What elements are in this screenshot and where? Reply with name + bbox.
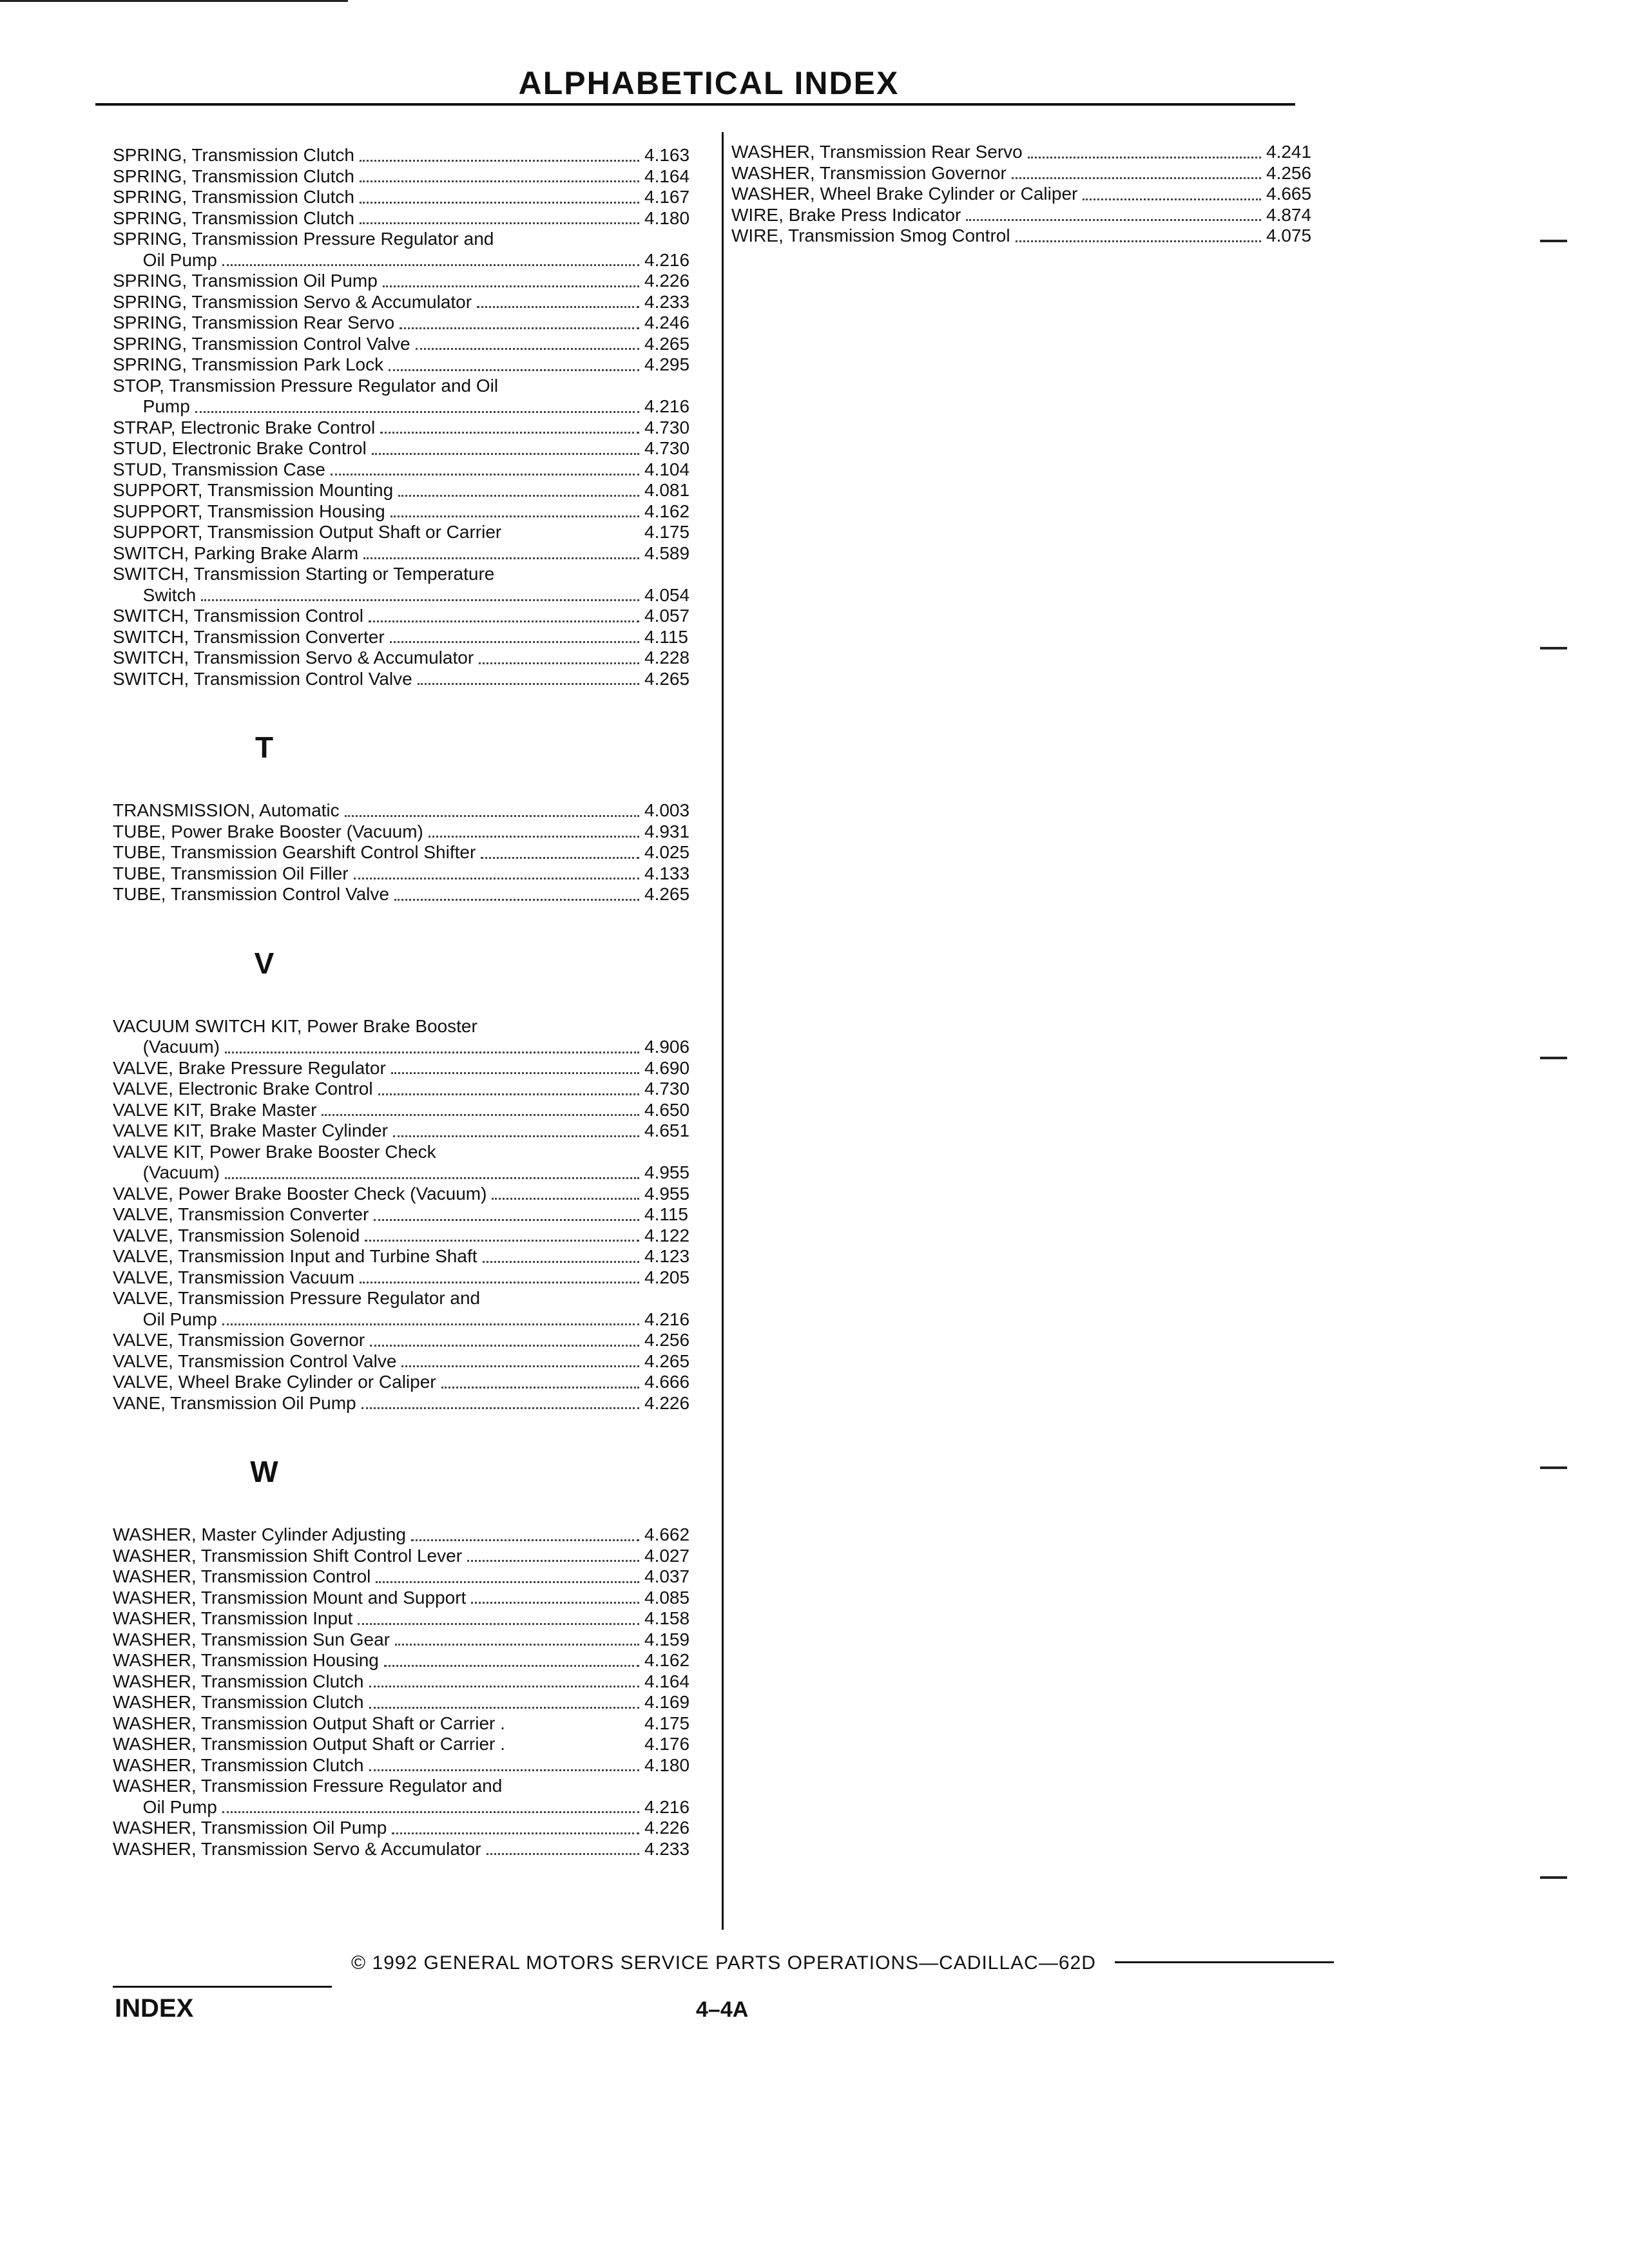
entry-page-number: 4.180 xyxy=(644,1754,690,1775)
index-entry xyxy=(113,1629,715,1651)
entry-page-number: 4.216 xyxy=(644,249,690,270)
dot-leader xyxy=(483,1254,640,1263)
entry-text: WASHER, Transmission Clutch xyxy=(113,1754,364,1775)
entry-text: VALVE, Brake Pressure Regulator xyxy=(113,1057,386,1078)
entry-text: VALVE, Transmission Pressure Regulator and xyxy=(113,1288,481,1308)
entry-page-number: 4.081 xyxy=(644,480,690,500)
dot-leader xyxy=(479,656,639,664)
margin-mark xyxy=(1540,1057,1567,1059)
entry-text: TUBE, Transmission Oil Filler xyxy=(113,863,349,883)
dot-leader xyxy=(1028,150,1261,159)
entry-text: WASHER, Transmission Housing xyxy=(113,1650,379,1670)
index-entry xyxy=(113,1734,715,1755)
page-number: 4–4A xyxy=(696,1997,749,2022)
index-entry xyxy=(731,205,1324,226)
index-entry xyxy=(113,312,715,334)
entry-text: WASHER, Transmission Mount and Support xyxy=(113,1587,467,1608)
index-entry xyxy=(113,863,715,885)
footer-rule-left xyxy=(113,1986,332,1988)
dot-leader xyxy=(380,425,639,434)
index-entry xyxy=(113,1755,715,1776)
dot-leader xyxy=(201,593,639,601)
entry-page-number: 4.233 xyxy=(644,1838,690,1859)
dot-leader xyxy=(393,1129,639,1137)
index-entry xyxy=(113,1818,715,1839)
dot-leader xyxy=(360,216,639,224)
index-entry xyxy=(113,1650,715,1671)
dot-leader xyxy=(395,1637,639,1646)
index-entry xyxy=(113,585,715,606)
entry-text: SUPPORT, Transmission Housing xyxy=(113,501,385,521)
entry-text: SPRING, Transmission Servo & Accumulator xyxy=(113,291,472,312)
index-entry xyxy=(113,480,715,501)
entry-text: SPRING, Transmission Clutch xyxy=(113,145,354,165)
dot-leader xyxy=(418,677,639,685)
entry-text: SWITCH, Transmission Starting or Temperature xyxy=(113,564,495,584)
entry-page-number: 4.730 xyxy=(644,438,690,458)
entry-text: Oil Pump xyxy=(113,249,217,270)
section-letter: W xyxy=(250,1455,278,1488)
index-entry xyxy=(113,1225,715,1247)
entry-text: WASHER, Transmission Clutch xyxy=(113,1692,364,1712)
entry-page-number: 4.115 xyxy=(644,626,688,647)
margin-mark xyxy=(1540,240,1567,242)
entry-text: SPRING, Transmission Park Lock xyxy=(113,354,384,374)
index-entry xyxy=(113,1372,715,1393)
dot-leader xyxy=(384,1658,639,1667)
entry-text: SWITCH, Transmission Converter xyxy=(113,626,385,647)
entry-page-number: 4.216 xyxy=(644,1309,690,1329)
entry-page-number: 4.931 xyxy=(644,821,690,841)
entry-text: VALVE, Transmission Solenoid xyxy=(113,1225,360,1245)
index-entry-line xyxy=(113,376,715,397)
index-entry xyxy=(113,271,715,292)
index-entry-line xyxy=(113,1016,715,1037)
dot-leader xyxy=(369,1679,640,1687)
dot-leader xyxy=(360,174,639,182)
entry-page-number: 4.256 xyxy=(644,1330,690,1350)
index-entry xyxy=(113,1184,715,1205)
entry-text: SWITCH, Parking Brake Alarm xyxy=(113,543,359,563)
dot-leader xyxy=(365,1233,639,1242)
index-entry xyxy=(113,1120,715,1142)
index-entry xyxy=(113,1162,715,1184)
dot-leader xyxy=(370,1338,639,1347)
entry-text: SPRING, Transmission Pressure Regulator and xyxy=(113,229,494,249)
dot-leader xyxy=(390,509,639,517)
entry-text: WASHER, Transmission Governor xyxy=(731,162,1007,183)
entry-text: WASHER, Wheel Brake Cylinder or Caliper xyxy=(731,184,1078,204)
dot-leader xyxy=(400,321,639,329)
index-entry xyxy=(113,459,715,481)
index-entry xyxy=(113,800,715,822)
index-entry xyxy=(113,250,715,271)
dot-leader xyxy=(363,551,639,559)
entry-text: STUD, Electronic Brake Control xyxy=(113,438,367,458)
dot-leader xyxy=(1016,234,1261,242)
entry-page-number: 4.175 xyxy=(644,522,690,542)
dot-leader xyxy=(222,1317,639,1325)
index-entry xyxy=(113,1246,715,1267)
entry-page-number: 4.054 xyxy=(644,584,690,605)
entry-text: VANE, Transmission Oil Pump xyxy=(113,1392,356,1413)
dot-leader xyxy=(391,1066,639,1074)
margin-mark xyxy=(1540,1876,1567,1879)
entry-page-number: 4.233 xyxy=(644,291,690,312)
index-entry xyxy=(113,145,715,166)
entry-text: Pump xyxy=(113,396,190,416)
dot-leader xyxy=(222,1805,639,1813)
entry-page-number: 4.651 xyxy=(644,1120,690,1140)
entry-page-number: 4.164 xyxy=(644,1671,690,1691)
dot-leader xyxy=(401,1359,639,1367)
index-left-column xyxy=(113,145,715,1860)
entry-page-number: 4.162 xyxy=(644,501,690,521)
entry-page-number: 4.256 xyxy=(1266,162,1312,183)
entry-page-number: 4.037 xyxy=(644,1566,690,1586)
entry-page-number: 4.228 xyxy=(644,648,690,668)
title-underline xyxy=(95,103,1295,106)
dot-leader xyxy=(390,635,639,643)
copyright-notice: © 1992 GENERAL MOTORS SERVICE PARTS OPERATIONS—CADILLAC—62D xyxy=(351,1952,1096,1974)
entry-text: (Vacuum) xyxy=(113,1037,220,1057)
entry-page-number: 4.906 xyxy=(644,1037,690,1057)
index-entry xyxy=(113,842,715,863)
entry-text: VALVE, Power Brake Booster Check (Vacuum) xyxy=(113,1183,487,1204)
index-entry xyxy=(113,334,715,355)
entry-text: WASHER, Transmission Clutch xyxy=(113,1671,364,1691)
entry-page-number: 4.115 xyxy=(644,1204,688,1224)
dot-leader xyxy=(389,363,639,371)
dot-leader xyxy=(360,153,639,162)
entry-page-number: 4.133 xyxy=(644,863,690,883)
entry-text: WASHER, Transmission Rear Servo xyxy=(731,142,1023,162)
dot-leader xyxy=(369,614,639,622)
entry-page-number: 4.241 xyxy=(1266,142,1312,162)
index-entry xyxy=(113,648,715,669)
dot-leader xyxy=(358,1617,639,1625)
entry-page-number: 4.295 xyxy=(644,354,690,374)
dot-leader xyxy=(225,1045,639,1053)
entry-text: VALVE, Transmission Converter xyxy=(113,1204,369,1224)
index-entry xyxy=(113,1671,715,1693)
entry-text: VALVE, Transmission Governor xyxy=(113,1330,365,1350)
dot-leader xyxy=(360,195,639,204)
entry-page-number: 4.216 xyxy=(644,1796,690,1817)
dot-leader xyxy=(374,1213,639,1221)
entry-text: WASHER, Transmission Input xyxy=(113,1608,353,1628)
dot-leader xyxy=(966,213,1261,221)
index-entry xyxy=(731,184,1324,205)
index-entry xyxy=(113,396,715,418)
dot-leader xyxy=(467,1553,639,1562)
entry-page-number: 4.265 xyxy=(644,1350,690,1371)
entry-text: SPRING, Transmission Clutch xyxy=(113,166,354,186)
column-divider xyxy=(722,132,724,1930)
dot-leader xyxy=(378,1087,639,1095)
entry-text: VALVE, Transmission Control Valve xyxy=(113,1350,397,1371)
section-letter: V xyxy=(254,946,275,980)
entry-text: WIRE, Brake Press Indicator xyxy=(731,204,961,225)
index-entry xyxy=(113,208,715,229)
entry-page-number: 4.955 xyxy=(644,1162,690,1182)
entry-text: VALVE KIT, Brake Master Cylinder xyxy=(113,1120,388,1140)
index-entry xyxy=(113,1393,715,1414)
entry-text: SPRING, Transmission Rear Servo xyxy=(113,312,395,332)
index-entry xyxy=(113,418,715,439)
dot-leader xyxy=(222,258,639,266)
entry-page-number: 4.874 xyxy=(1266,204,1312,225)
entry-text: STUD, Transmission Case xyxy=(113,459,325,479)
entry-page-number: 4.955 xyxy=(644,1183,690,1204)
index-entry xyxy=(113,1692,715,1713)
dot-leader xyxy=(376,1575,639,1583)
entry-text: TUBE, Transmission Control Valve xyxy=(113,884,389,904)
entry-text: Oil Pump xyxy=(113,1796,217,1817)
entry-text: SPRING, Transmission Clutch xyxy=(113,207,354,228)
entry-page-number: 4.164 xyxy=(644,166,690,186)
index-entry xyxy=(113,606,715,627)
index-entry xyxy=(113,354,715,376)
dot-leader xyxy=(487,1847,639,1855)
entry-page-number: 4.205 xyxy=(644,1267,690,1287)
entry-page-number: 4.085 xyxy=(644,1587,690,1608)
entry-text: Oil Pump xyxy=(113,1309,217,1329)
entry-page-number: 4.075 xyxy=(1266,226,1312,245)
dot-leader xyxy=(392,1826,639,1834)
entry-page-number: 4.025 xyxy=(644,842,690,862)
top-edge-rule xyxy=(0,0,348,2)
entry-text: SPRING, Transmission Clutch xyxy=(113,187,354,207)
entry-text: VALVE KIT, Power Brake Booster Check xyxy=(113,1141,436,1162)
entry-page-number: 4.690 xyxy=(644,1057,690,1078)
index-entry xyxy=(731,226,1324,247)
entry-page-number: 4.158 xyxy=(644,1608,690,1628)
dot-leader xyxy=(383,279,639,287)
entry-page-number: 4.027 xyxy=(644,1545,690,1566)
index-entry xyxy=(113,292,715,313)
entry-text: VALVE, Electronic Brake Control xyxy=(113,1079,373,1099)
entry-page-number: 4.650 xyxy=(644,1099,690,1120)
entry-text: Switch xyxy=(113,584,197,605)
index-entry xyxy=(731,142,1324,163)
entry-page-number: 4.003 xyxy=(644,800,690,820)
entry-text: SUPPORT, Transmission Output Shaft or Carrier xyxy=(113,522,502,542)
entry-page-number: 4.730 xyxy=(644,1079,690,1099)
entry-page-number: 4.265 xyxy=(644,884,690,904)
entry-text: SPRING, Transmission Control Valve xyxy=(113,333,410,354)
entry-page-number: 4.226 xyxy=(644,1818,690,1838)
entry-page-number: 4.246 xyxy=(644,312,690,332)
index-entry xyxy=(113,501,715,523)
index-entry xyxy=(113,1839,715,1860)
entry-text: SWITCH, Transmission Servo & Accumulator xyxy=(113,648,474,668)
entry-text: WASHER, Transmission Fressure Regulator and xyxy=(113,1776,503,1796)
entry-page-number: 4.730 xyxy=(644,417,690,437)
dot-leader xyxy=(471,1595,639,1604)
entry-text: SPRING, Transmission Oil Pump xyxy=(113,271,378,291)
entry-page-number: 4.226 xyxy=(644,1392,690,1413)
section-letter: T xyxy=(255,731,274,764)
entry-page-number: 4.226 xyxy=(644,271,690,291)
dot-leader xyxy=(481,850,639,859)
index-right-column xyxy=(731,142,1324,247)
index-entry xyxy=(113,1204,715,1225)
index-entry-line xyxy=(113,564,715,585)
index-entry xyxy=(113,1058,715,1079)
entry-text: TRANSMISSION, Automatic xyxy=(113,800,340,820)
index-entry-line xyxy=(113,1776,715,1797)
index-entry xyxy=(113,187,715,208)
entry-page-number: 4.216 xyxy=(644,396,690,416)
index-entry xyxy=(113,166,715,187)
dot-leader xyxy=(492,1191,639,1200)
index-entry xyxy=(113,1608,715,1629)
entry-text: WASHER, Transmission Oil Pump xyxy=(113,1818,387,1838)
entry-text: VACUUM SWITCH KIT, Power Brake Booster xyxy=(113,1015,477,1036)
dot-leader xyxy=(195,405,639,413)
entry-text: VALVE KIT, Brake Master xyxy=(113,1099,317,1120)
dot-leader xyxy=(360,1275,639,1283)
entry-page-number: 4.163 xyxy=(644,145,690,165)
dot-leader xyxy=(441,1380,639,1389)
entry-page-number: 4.123 xyxy=(644,1246,690,1266)
entry-text: WASHER, Transmission Servo & Accumulator xyxy=(113,1838,481,1859)
entry-text: STOP, Transmission Pressure Regulator and Oil xyxy=(113,375,499,396)
entry-text: WASHER, Master Cylinder Adjusting xyxy=(113,1524,406,1544)
dot-leader xyxy=(369,1763,640,1771)
entry-text: STRAP, Electronic Brake Control xyxy=(113,417,376,437)
index-entry xyxy=(113,522,715,543)
entry-text: (Vacuum) xyxy=(113,1162,220,1182)
entry-page-number: 4.167 xyxy=(644,187,690,207)
dot-leader xyxy=(1012,171,1261,179)
dot-leader xyxy=(331,467,639,476)
entry-page-number: 4.176 xyxy=(644,1734,690,1754)
dot-leader xyxy=(354,871,639,879)
entry-page-number: 4.104 xyxy=(644,459,690,479)
entry-page-number: 4.122 xyxy=(644,1225,690,1245)
page-title: ALPHABETICAL INDEX xyxy=(518,65,900,101)
entry-page-number: 4.589 xyxy=(644,543,690,563)
entry-text: WASHER, Transmission Sun Gear xyxy=(113,1629,390,1649)
entry-text: SWITCH, Transmission Control Valve xyxy=(113,668,412,689)
index-entry xyxy=(113,1330,715,1351)
dot-leader xyxy=(477,300,639,308)
index-entry xyxy=(113,1546,715,1567)
entry-text: WASHER, Transmission Output Shaft or Carrier . xyxy=(113,1713,505,1733)
entry-page-number: 4.662 xyxy=(644,1524,690,1544)
dot-leader xyxy=(411,1533,639,1541)
entry-page-number: 4.265 xyxy=(644,333,690,354)
index-entry-line xyxy=(113,229,715,250)
entry-text: WASHER, Transmission Shift Control Lever xyxy=(113,1545,463,1566)
entry-page-number: 4.180 xyxy=(644,207,690,228)
index-entry xyxy=(113,543,715,564)
margin-mark xyxy=(1540,1466,1567,1469)
entry-page-number: 4.666 xyxy=(644,1372,690,1392)
dot-leader xyxy=(416,341,639,350)
index-entry-line xyxy=(113,1142,715,1163)
dot-leader xyxy=(429,829,639,838)
index-entry xyxy=(113,1797,715,1818)
index-entry xyxy=(731,163,1324,184)
entry-text: TUBE, Power Brake Booster (Vacuum) xyxy=(113,821,423,841)
index-entry xyxy=(113,1079,715,1100)
entry-text: WASHER, Transmission Control xyxy=(113,1566,371,1586)
index-entry xyxy=(113,1037,715,1058)
entry-page-number: 4.665 xyxy=(1266,184,1312,204)
dot-leader xyxy=(369,1700,640,1709)
index-entry xyxy=(113,1267,715,1289)
index-entry xyxy=(113,1566,715,1588)
index-entry xyxy=(113,822,715,843)
dot-leader xyxy=(322,1108,639,1116)
entry-text: WIRE, Transmission Smog Control xyxy=(731,226,1010,245)
dot-leader xyxy=(361,1401,639,1409)
index-entry xyxy=(113,438,715,459)
dot-leader xyxy=(398,488,639,497)
entry-page-number: 4.175 xyxy=(644,1713,690,1733)
index-entry xyxy=(113,669,715,690)
entry-page-number: 4.169 xyxy=(644,1692,690,1712)
entry-text: TUBE, Transmission Gearshift Control Shifter xyxy=(113,842,476,862)
dot-leader xyxy=(345,809,639,817)
index-entry xyxy=(113,884,715,905)
margin-mark xyxy=(1540,647,1567,649)
dot-leader xyxy=(372,447,639,455)
entry-text: SUPPORT, Transmission Mounting xyxy=(113,480,394,500)
dot-leader xyxy=(225,1171,639,1179)
index-entry xyxy=(113,1524,715,1546)
index-entry xyxy=(113,1588,715,1609)
index-entry xyxy=(113,1351,715,1372)
index-entry-line xyxy=(113,1288,715,1309)
entry-text: VALVE, Transmission Vacuum xyxy=(113,1267,355,1287)
entry-page-number: 4.159 xyxy=(644,1629,690,1649)
index-entry xyxy=(113,1309,715,1331)
entry-text: VALVE, Transmission Input and Turbine Shaft xyxy=(113,1246,477,1266)
dot-leader xyxy=(1083,192,1261,200)
entry-page-number: 4.057 xyxy=(644,606,690,626)
dot-leader xyxy=(394,892,639,901)
index-entry xyxy=(113,627,715,648)
entry-text: VALVE, Wheel Brake Cylinder or Caliper xyxy=(113,1372,436,1392)
entry-text: WASHER, Transmission Output Shaft or Carrier . xyxy=(113,1734,505,1754)
entry-page-number: 4.265 xyxy=(644,668,690,689)
footer-rule-right xyxy=(1115,1961,1334,1963)
section-label: INDEX xyxy=(115,1994,194,2023)
index-entry xyxy=(113,1100,715,1121)
index-entry xyxy=(113,1713,715,1735)
entry-text: SWITCH, Transmission Control xyxy=(113,606,363,626)
entry-page-number: 4.162 xyxy=(644,1650,690,1670)
